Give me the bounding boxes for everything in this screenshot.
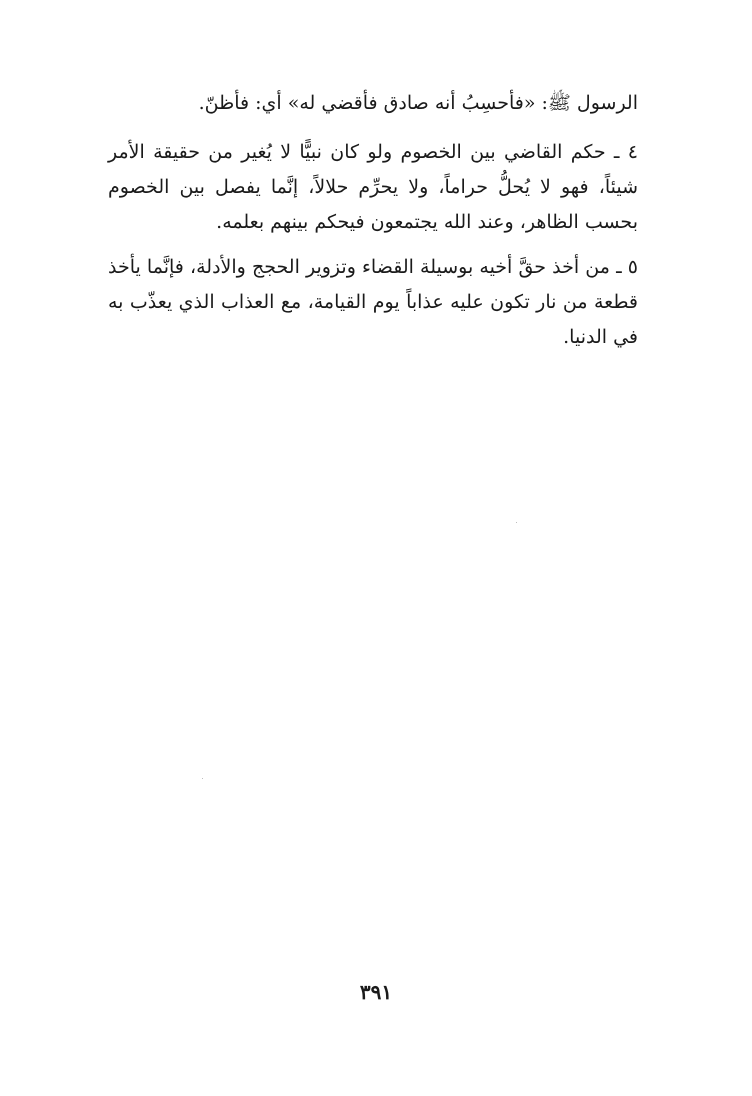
paragraph-point-4: ٤ ـ حكم القاضي بين الخصوم ولو كان نبيًّا لا يُغير من حقيقة الأمر شيئاً، فهو لا يُحلُّ حراماً، ولا يحرِّم حلالاً، إنَّما يفصل بين الخصوم بحسب الظاهر، وعند الله يجتمعون فيحكم بينهم بعلمه. — [108, 141, 638, 233]
paragraph-point-5: ٥ ـ من أخذ حقَّ أخيه بوسيلة القضاء وتزوير الحجج والأدلة، فإنَّما يأخذ قطعة من نار تكون عليه عذاباً يوم القيامة، مع العذاب الذي يعذّب به في الدنيا. — [108, 256, 638, 348]
scan-speck — [202, 778, 203, 779]
page-number: ٣٩١ — [359, 980, 393, 1004]
paragraph-continuation: الرسول ﷺ: «فأحسِبُ أنه صادق فأقضي له» أي: فأظنّ. — [198, 92, 638, 114]
scan-speck — [516, 522, 517, 523]
body-text — [108, 86, 638, 365]
